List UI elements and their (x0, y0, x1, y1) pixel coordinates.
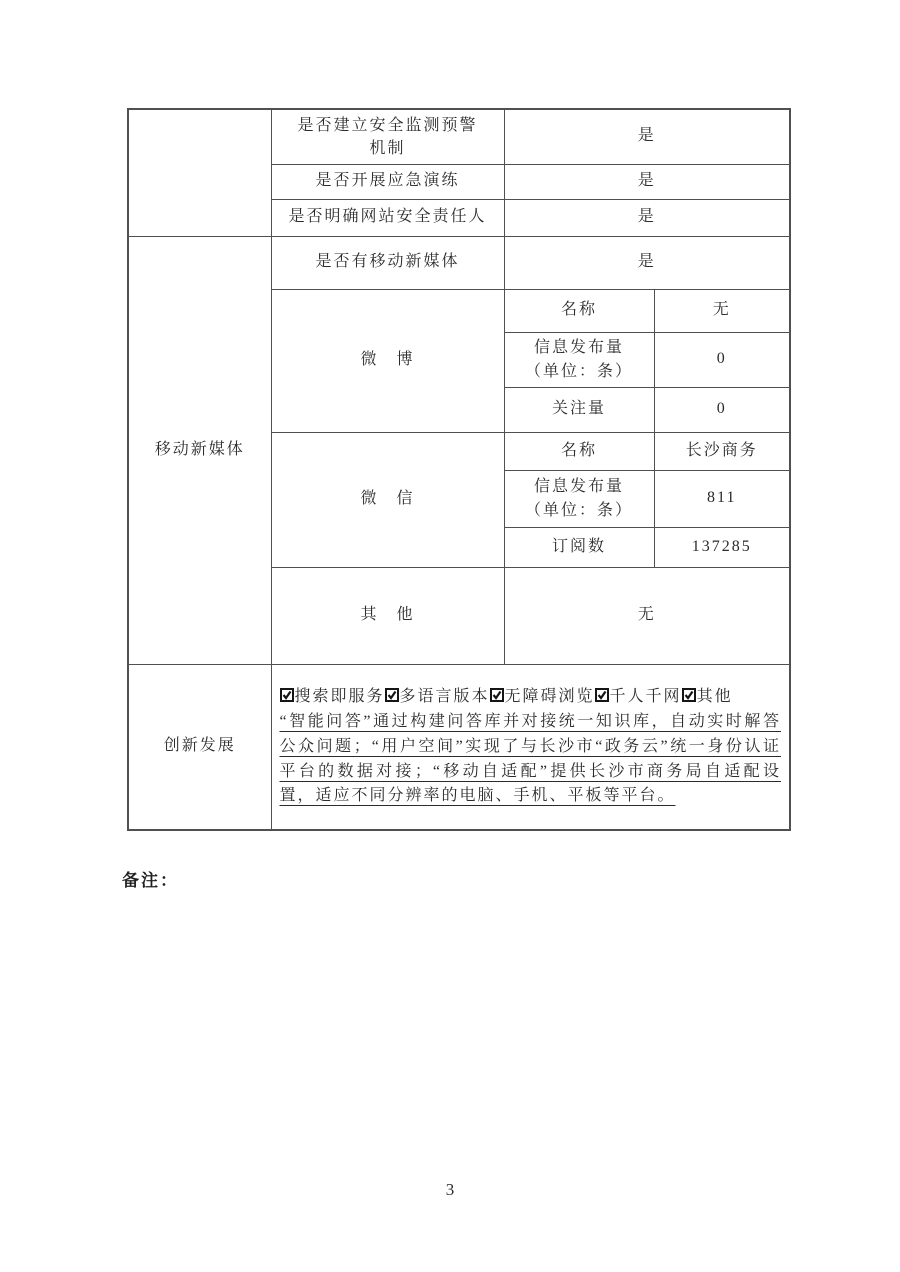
field-value-cell: 811 (654, 470, 790, 527)
platform-label-weibo: 微 博 (271, 289, 504, 432)
field-label-line: 信息发布量 (533, 339, 624, 357)
checkbox-label: 多语言版本 (399, 688, 490, 706)
field-value-cell: 长沙商务 (654, 432, 790, 470)
answer-cell: 是 (504, 164, 790, 199)
question-cell: 是否开展应急演练 (271, 164, 504, 199)
checkbox-label: 千人千网 (609, 688, 682, 706)
field-label-line: 信息发布量 (533, 478, 624, 496)
field-value-cell: 无 (504, 567, 790, 664)
table-row (128, 236, 790, 289)
section-label-empty-cell (128, 109, 271, 236)
field-label-cell: 名称 (504, 432, 654, 470)
field-label-cell: 关注量 (504, 387, 654, 432)
table-row (128, 109, 790, 164)
section-label-innovation: 创新发展 (128, 664, 271, 830)
field-label-line: （单位：条） (524, 501, 633, 519)
answer-cell: 是 (504, 236, 790, 289)
platform-label-wechat: 微 信 (271, 432, 504, 567)
question-line: 机制 (369, 139, 406, 157)
innovation-checkbox-line (280, 685, 782, 710)
checked-checkbox-icon (595, 688, 609, 702)
platform-label-other: 其 他 (271, 567, 504, 664)
checked-checkbox-icon (280, 688, 294, 702)
checkbox-label: 无障碍浏览 (504, 688, 595, 706)
innovation-description: “智能问答”通过构建问答库并对接统一知识库，自动实时解答公众问题；“用户空间”实现了与长沙市“政务云”统一身份认证平台的数据对接；“移动自适配”提供长沙市商务局自适配设置，适应不同分辨率的电脑、手机、平板等平台。 (279, 713, 782, 805)
checkbox-label: 其他 (696, 688, 733, 706)
question-line: 是否建立安全监测预警 (297, 116, 478, 134)
checked-checkbox-icon (490, 688, 504, 702)
question-cell: 是否有移动新媒体 (271, 236, 504, 289)
field-value-cell: 0 (654, 387, 790, 432)
field-value-cell: 无 (654, 289, 790, 332)
checked-checkbox-icon (682, 688, 696, 702)
answer-cell: 是 (504, 199, 790, 236)
field-value-cell: 0 (654, 332, 790, 387)
answer-cell: 是 (504, 109, 790, 164)
innovation-content-cell (271, 664, 790, 830)
notes-label: 备注： (122, 871, 179, 890)
section-label-mobile-media: 移动新媒体 (128, 236, 271, 664)
field-label-cell: 订阅数 (504, 527, 654, 567)
checkbox-label: 搜索即服务 (294, 688, 385, 706)
website-report-table (127, 108, 791, 831)
field-label-cell (504, 332, 654, 387)
checked-checkbox-icon (385, 688, 399, 702)
question-cell (271, 109, 504, 164)
field-label-line: （单位：条） (524, 362, 633, 380)
question-cell: 是否明确网站安全责任人 (271, 199, 504, 236)
field-label-cell: 名称 (504, 289, 654, 332)
field-label-cell (504, 470, 654, 527)
table-row (128, 664, 790, 830)
page-number: 3 (445, 1180, 455, 1199)
field-value-cell: 137285 (654, 527, 790, 567)
